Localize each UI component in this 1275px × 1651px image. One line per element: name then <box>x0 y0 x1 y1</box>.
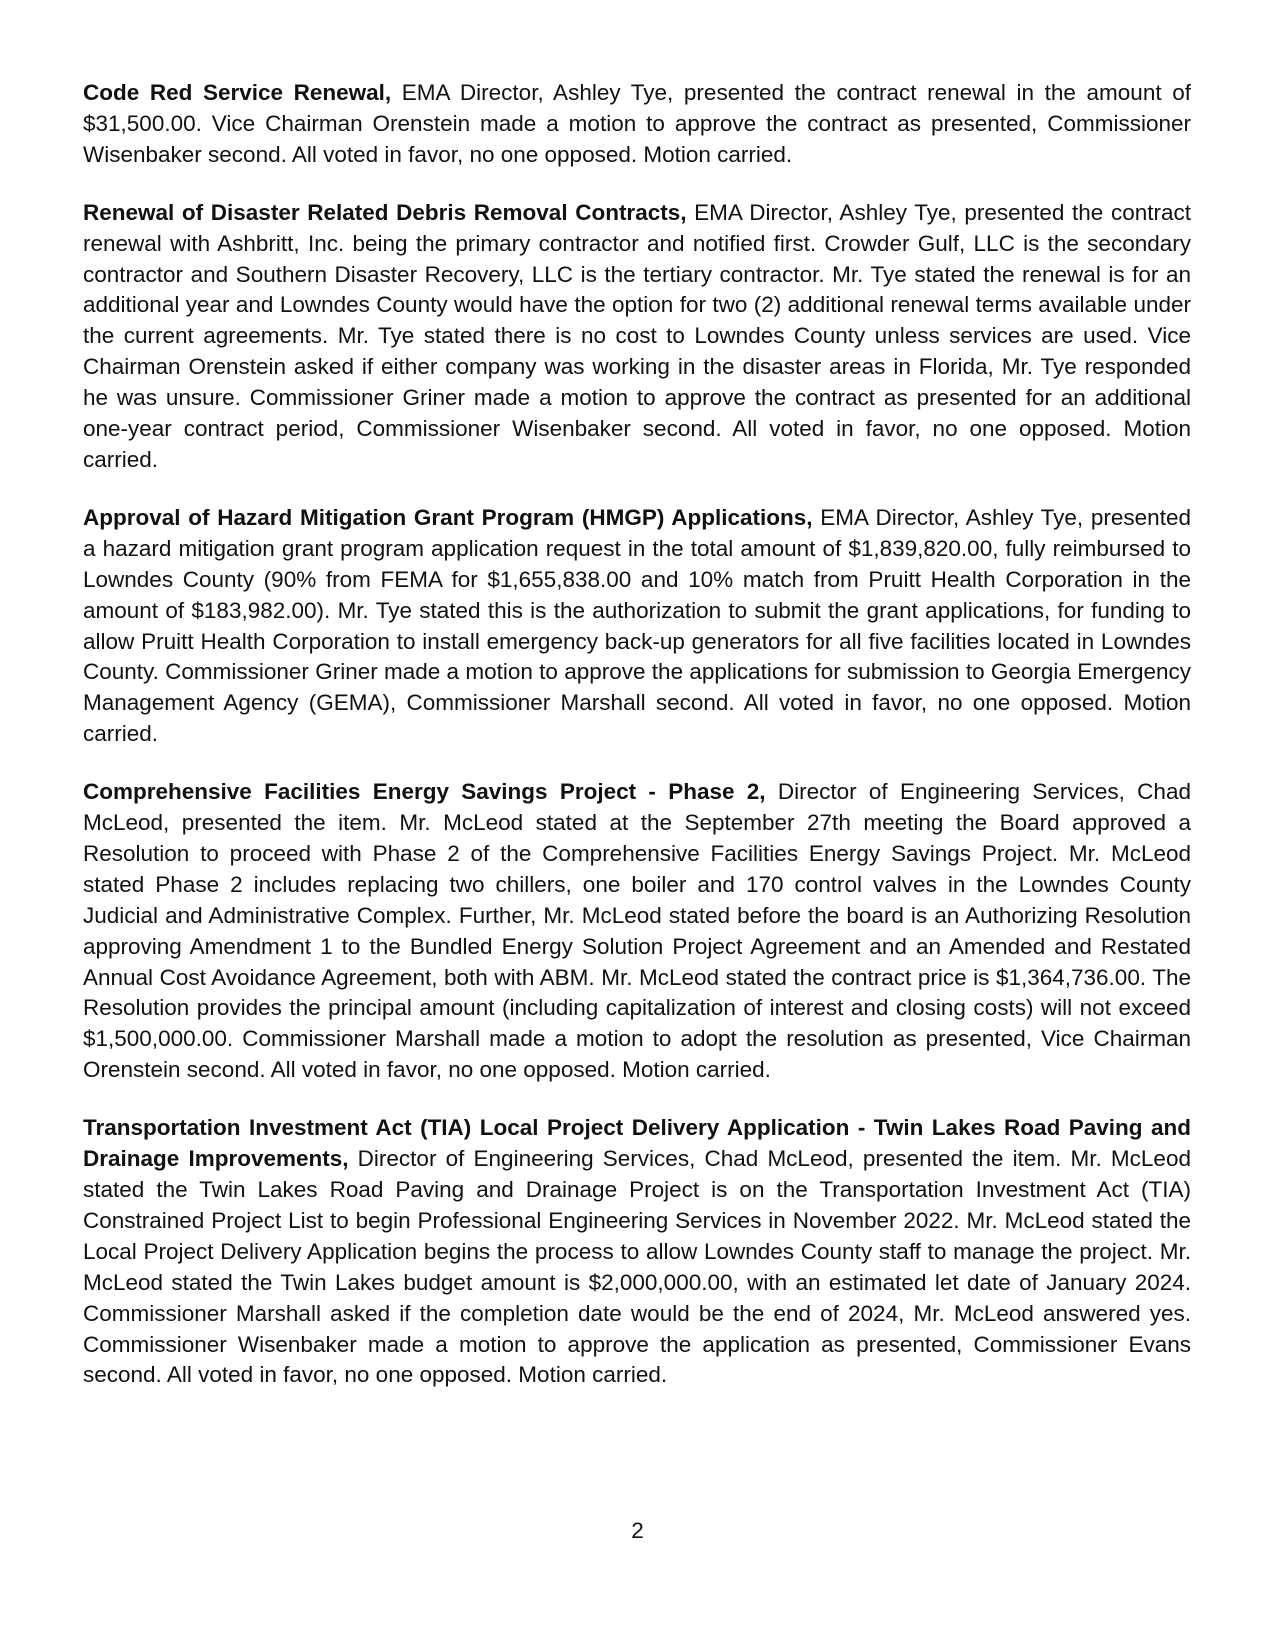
agenda-item-code-red <box>83 78 1191 171</box>
document-page <box>83 78 1191 1418</box>
item-body: EMA Director, Ashley Tye, presented the contract renewal with Ashbritt, Inc. being the primary contractor and notified first. Crowder Gulf, LLC is the secondary contractor and Southern Disaster Recovery, LLC is the tertiary contractor. Mr. Tye stated the renewal is for an additional year and Lowndes County would have the option for two (2) additional renewal terms available under the current agreements. Mr. Tye stated there is no cost to Lowndes County unless services are used. Vice Chairman Orenstein asked if either company was working in the disaster areas in Florida, Mr. Tye responded he was unsure. Commissioner Griner made a motion to approve the contract as presented for an additional one-year contract period, Commissioner Wisenbaker second. All voted in favor, no one opposed. Motion carried. <box>83 199 1191 472</box>
page-number: 2 <box>631 1518 644 1543</box>
item-heading: Approval of Hazard Mitigation Grant Program (HMGP) Applications, <box>83 504 813 530</box>
item-body: EMA Director, Ashley Tye, presented the contract renewal in the amount of $31,500.00. Vice Chairman Orenstein made a motion to approve the contract as presented, Commissioner Wisenbaker second. All voted in favor, no one opposed. Motion carried. <box>83 80 1191 167</box>
agenda-item-debris-removal <box>83 198 1191 476</box>
agenda-item-hmgp <box>83 503 1191 750</box>
item-body: EMA Director, Ashley Tye, presented a hazard mitigation grant program application request in the total amount of $1,839,820.00, fully reimbursed to Lowndes County (90% from FEMA for $1,655,838.00 and 10% match from Pruitt Health Corporation in the amount of $183,982.00). Mr. Tye stated this is the authorization to submit the grant applications, for funding to allow Pruitt Health Corporation to install emergency back-up generators for all five facilities located in Lowndes County. Commissioner Griner made a motion to approve the applications for submission to Georgia Emergency Management Agency (GEMA), Commissioner Marshall second. All voted in favor, no one opposed. Motion carried. <box>83 504 1191 747</box>
item-heading: Renewal of Disaster Related Debris Removal Contracts, <box>83 199 687 225</box>
item-body: Director of Engineering Services, Chad McLeod, presented the item. Mr. McLeod stated the Twin Lakes Road Paving and Drainage Project is on the Transportation Investment Act (TIA) Constrained Project List to begin Professional Engineering Services in November 2022. Mr. McLeod stated the Local Project Delivery Application begins the process to allow Lowndes County staff to manage the project. Mr. McLeod stated the Twin Lakes budget amount is $2,000,000.00, with an estimated let date of January 2024. Commissioner Marshall asked if the completion date would be the end of 2024, Mr. McLeod answered yes. Commissioner Wisenbaker made a motion to approve the application as presented, Commissioner Evans second. All voted in favor, no one opposed. Motion carried. <box>83 1146 1191 1388</box>
agenda-item-energy-savings <box>83 777 1191 1086</box>
item-heading: Transportation Investment Act (TIA) Local Project Delivery Application - Twin Lakes Road Paving and Drainage Improvements, <box>83 1115 1191 1172</box>
item-body: Director of Engineering Services, Chad McLeod, presented the item. Mr. McLeod stated at the September 27th meeting the Board approved a Resolution to proceed with Phase 2 of the Comprehensive Facilities Energy Savings Project. Mr. McLeod stated Phase 2 includes replacing two chillers, one boiler and 170 control valves in the Lowndes County Judicial and Administrative Complex. Further, Mr. McLeod stated before the board is an Authorizing Resolution approving Amendment 1 to the Bundled Energy Solution Project Agreement and an Amended and Restated Annual Cost Avoidance Agreement, both with ABM. Mr. McLeod stated the contract price is $1,364,736.00. The Resolution provides the principal amount (including capitalization of interest and closing costs) will not exceed $1,500,000.00. Commissioner Marshall made a motion to adopt the resolution as presented, Vice Chairman Orenstein second. All voted in favor, no one opposed. Motion carried. <box>83 779 1191 1083</box>
item-heading: Comprehensive Facilities Energy Savings Project - Phase 2, <box>83 779 766 805</box>
item-heading: Code Red Service Renewal, <box>83 80 392 105</box>
agenda-item-tia-twin-lakes <box>83 1113 1191 1391</box>
